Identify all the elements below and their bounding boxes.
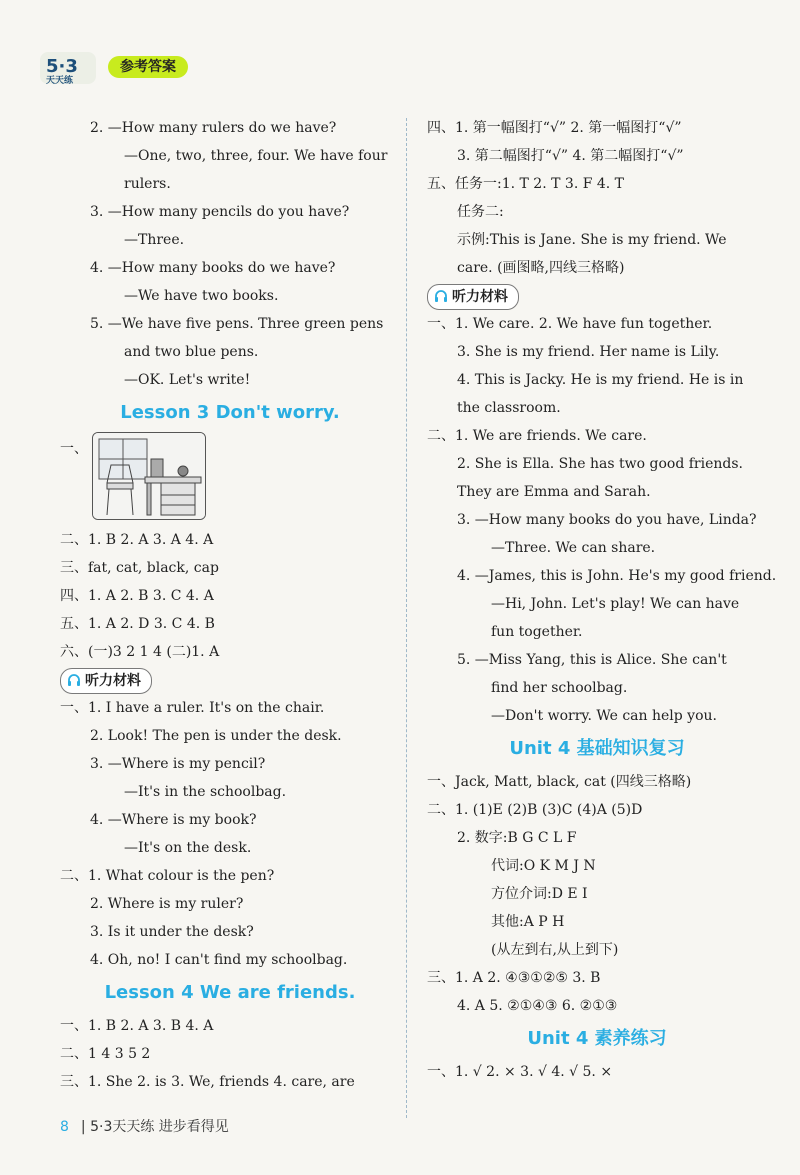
right-column [427,114,777,1086]
answer-line: 二、1. (1)E (2)B (3)C (4)A (5)D [427,802,643,818]
script-line: 2. Where is my ruler? [90,896,244,912]
answer-line: 3. 第二幅图打“√” 4. 第二幅图打“√” [457,148,684,164]
script-line: —It's in the schoolbag. [124,784,287,800]
script-line: 3. —How many books do you have, Linda? [457,512,757,528]
question-1-picture-row [60,432,400,526]
answer-line: 六、(一)3 2 1 4 (二)1. A [60,644,220,660]
footer-slogan: | 5·3天天练 进步看得见 [80,1119,229,1135]
listening-pill [60,668,152,694]
answer-line: care. (画图略,四线三格略) [457,260,625,276]
script-line: 4. Oh, no! I can't find my schoolbag. [90,952,348,968]
answer-line: 2. —How many rulers do we have? [90,120,337,136]
script-line: 一、1. We care. 2. We have fun together. [427,316,713,332]
answer-line: 4. —How many books do we have? [90,260,336,276]
listening-title: 听力材料 [452,289,508,305]
script-line: 二、1. We are friends. We care. [427,428,647,444]
answer-line: —Three. [124,232,185,248]
script-line: 4. —James, this is John. He's my good friend. [457,568,777,584]
listening-pill [427,284,519,310]
page-number: 8 [60,1119,69,1135]
answer-line: 三、1. She 2. is 3. We, friends 4. care, are [60,1074,355,1090]
script-line: —Don't worry. We can help you. [491,708,717,724]
script-line: 一、1. I have a ruler. It's on the chair. [60,700,325,716]
headphones-icon [434,289,448,303]
answer-line: rulers. [124,176,171,192]
answer-line: 四、1. A 2. B 3. C 4. A [60,588,214,604]
answer-line: —One, two, three, four. We have four [124,148,388,164]
answer-line: 其他:A P H [491,914,565,930]
listening-header [427,282,767,310]
answer-line: 示例:This is Jane. She is my friend. We [457,232,727,248]
unit-4-practice-title: Unit 4 素养练习 [527,1028,667,1049]
answer-line: 一、1. √ 2. × 3. √ 4. √ 5. × [427,1064,613,1080]
question-label: 一、 [60,441,88,457]
answer-line: 代词:O K M J N [491,858,596,874]
left-column [60,114,400,1096]
answer-line: 三、fat, cat, black, cap [60,560,219,576]
answer-line: 一、Jack, Matt, black, cat (四线三格略) [427,774,692,790]
svg-text:天天练: 天天练 [46,76,74,86]
script-line: 2. She is Ella. She has two good friends. [457,456,743,472]
script-line: 2. Look! The pen is under the desk. [90,728,342,744]
script-line: 5. —Miss Yang, this is Alice. She can't [457,652,727,668]
answer-key-badge: 参考答案 [108,56,188,78]
script-line: 3. —Where is my pencil? [90,756,266,772]
answer-line: 任务二: [457,204,504,220]
answer-line: (从左到右,从上到下) [491,942,619,958]
answer-line: 三、1. A 2. ④③①②⑤ 3. B [427,970,601,986]
answer-line: and two blue pens. [124,344,259,360]
answer-line: —OK. Let's write! [124,372,251,388]
answer-line: 4. A 5. ②①④③ 6. ②①③ [457,998,618,1014]
brand-logo [38,48,100,88]
svg-text:5·3: 5·3 [46,56,78,77]
script-line: 4. —Where is my book? [90,812,257,828]
script-line: 4. This is Jacky. He is my friend. He is in [457,372,744,388]
page-footer [60,1116,229,1136]
script-line: fun together. [491,624,583,640]
room-illustration [92,432,206,520]
answer-line: 5. —We have five pens. Three green pens [90,316,384,332]
answer-line: 五、1. A 2. D 3. C 4. B [60,616,215,632]
listening-header [60,666,400,694]
listening-title: 听力材料 [85,673,141,689]
script-line: They are Emma and Sarah. [457,484,651,500]
answer-line: 一、1. B 2. A 3. B 4. A [60,1018,214,1034]
script-line: 3. She is my friend. Her name is Lily. [457,344,720,360]
answer-line: 方位介词:D E I [491,886,588,902]
answer-line: 2. 数字:B G C L F [457,830,577,846]
script-line: 二、1. What colour is the pen? [60,868,275,884]
answer-line: 五、任务一:1. T 2. T 3. F 4. T [427,176,625,192]
script-line: —Three. We can share. [491,540,656,556]
answer-line: 二、1. B 2. A 3. A 4. A [60,532,214,548]
answer-line: —We have two books. [124,288,279,304]
script-line: —Hi, John. Let's play! We can have [491,596,740,612]
column-divider [406,118,407,1118]
headphones-icon [67,673,81,687]
lesson-3-title: Lesson 3 Don't worry. [120,402,340,423]
answer-line: 四、1. 第一幅图打“√” 2. 第一幅图打“√” [427,120,682,136]
answer-line: 二、1 4 3 5 2 [60,1046,151,1062]
script-line: find her schoolbag. [491,680,628,696]
unit-4-review-title: Unit 4 基础知识复习 [509,738,685,759]
script-line: —It's on the desk. [124,840,252,856]
answer-line: 3. —How many pencils do you have? [90,204,350,220]
lesson-4-title: Lesson 4 We are friends. [104,982,356,1003]
script-line: the classroom. [457,400,561,416]
script-line: 3. Is it under the desk? [90,924,254,940]
